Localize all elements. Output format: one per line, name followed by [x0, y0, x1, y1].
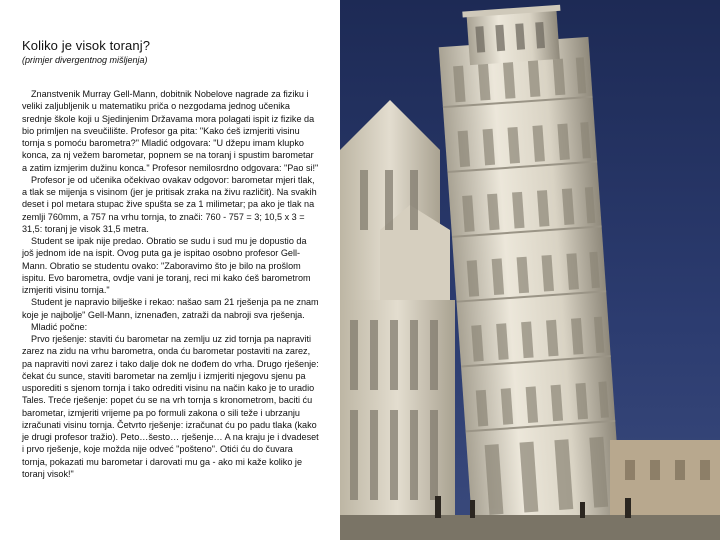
slide-subtitle: (primjer divergentnog mišljenja) — [22, 55, 148, 65]
paragraph: Mladić počne: — [31, 321, 88, 332]
paragraph: Znanstvenik Murray Gell-Mann, dobitnik Nobelove nagrade za fiziku i veliki zaljubljenik u matematiku priča o nezgodama jednog učenika srednje škole koji u Sjedinjenim Državama mora polagati ispit iz fizike da bio primljen na sveučilište. Profesor ga pita: "Kako ćeš izmjeriti visinu tornja s pomoću barometra?" Mladić odgovara: "U džepu imam klupko konca, za nj vežem barometar, popnem se na toranj i spustim barometar a zatim izmjerim dužinu konca." Profesor nemilosrdno odgovara: "Pao si!" — [22, 89, 319, 173]
ground — [340, 515, 720, 540]
body-text — [22, 88, 320, 480]
paragraph: Student je napravio bilješke i rekao: našao sam 21 rješenja pa ne znam koje je najbolje" Gell-Mann, iznenađen, zatraži da nabroji sva rješenja. — [22, 297, 319, 320]
slide-title: Koliko je visok toranj? — [22, 38, 151, 53]
cathedral — [340, 100, 455, 540]
paragraph: Prvo rješenje: staviti ću barometar na zemlju uz zid tornja pa napraviti zarez na zidu na vrhu barometra, onda ću barometar postaviti na zarez, pa napraviti novi zarez i tako dalje dok ne dođem do vrha. Drugo rješenje: čekat ću sunce, staviti barometar na zemlju i izmjeriti njegovu sjenu pa usporediti s sjenom tornja i tako odrediti visinu na način kako je to uradio Tales. Treće rješenje: popet ću se na vrh tornja s kronometrom, baciti ću barometar, izmjeriti vrijeme pa po formuli zakona o sili teže i ubrzanju izračunati visinu tornja. Četvrto rješenje: izračunat ću po padu tlaka (kako je drugi profesor tražio). Peto…šesto… rješenje… A na kraju je i dvadeset i prvo rješenje, koje možda nije odveć "pošteno". Otići ću do čuvara tornja, pokazati mu barometar i darovati mu ga - ako mi kaže koliko je toranj visok!" — [22, 334, 319, 479]
header-block — [22, 38, 322, 66]
paragraph: Student se ipak nije predao. Obratio se sudu i sud mu je dopustio da još jednom ide na ispit. Ovog puta ga je ispitao osobno profesor Gell-Mann. Obratio se studentu ovako: "Zaboravimo što je bilo na prošlom ispitu. Evo barometra, ovdje vani je toranj, reci mi kako ćeš barometrom izmjeriti visinu tornja." — [22, 236, 311, 295]
paragraph: Profesor je od učenika očekivao ovakav odgovor: barometar mjeri tlak, a tlak se mijenja s visinom (jer je pritisak zraka na živu različit). Na svakih deset i pol metara stupac žive spušta se za 1 milimetar; pa ako je tlak na zemlji 760mm, a 757 na vrhu tornja, to znači: 760 - 757 = 3; 10,5 x 3 = 31,5: toranj je visok 31,5 metra. — [22, 174, 317, 234]
leaning-tower-photo — [340, 0, 720, 540]
